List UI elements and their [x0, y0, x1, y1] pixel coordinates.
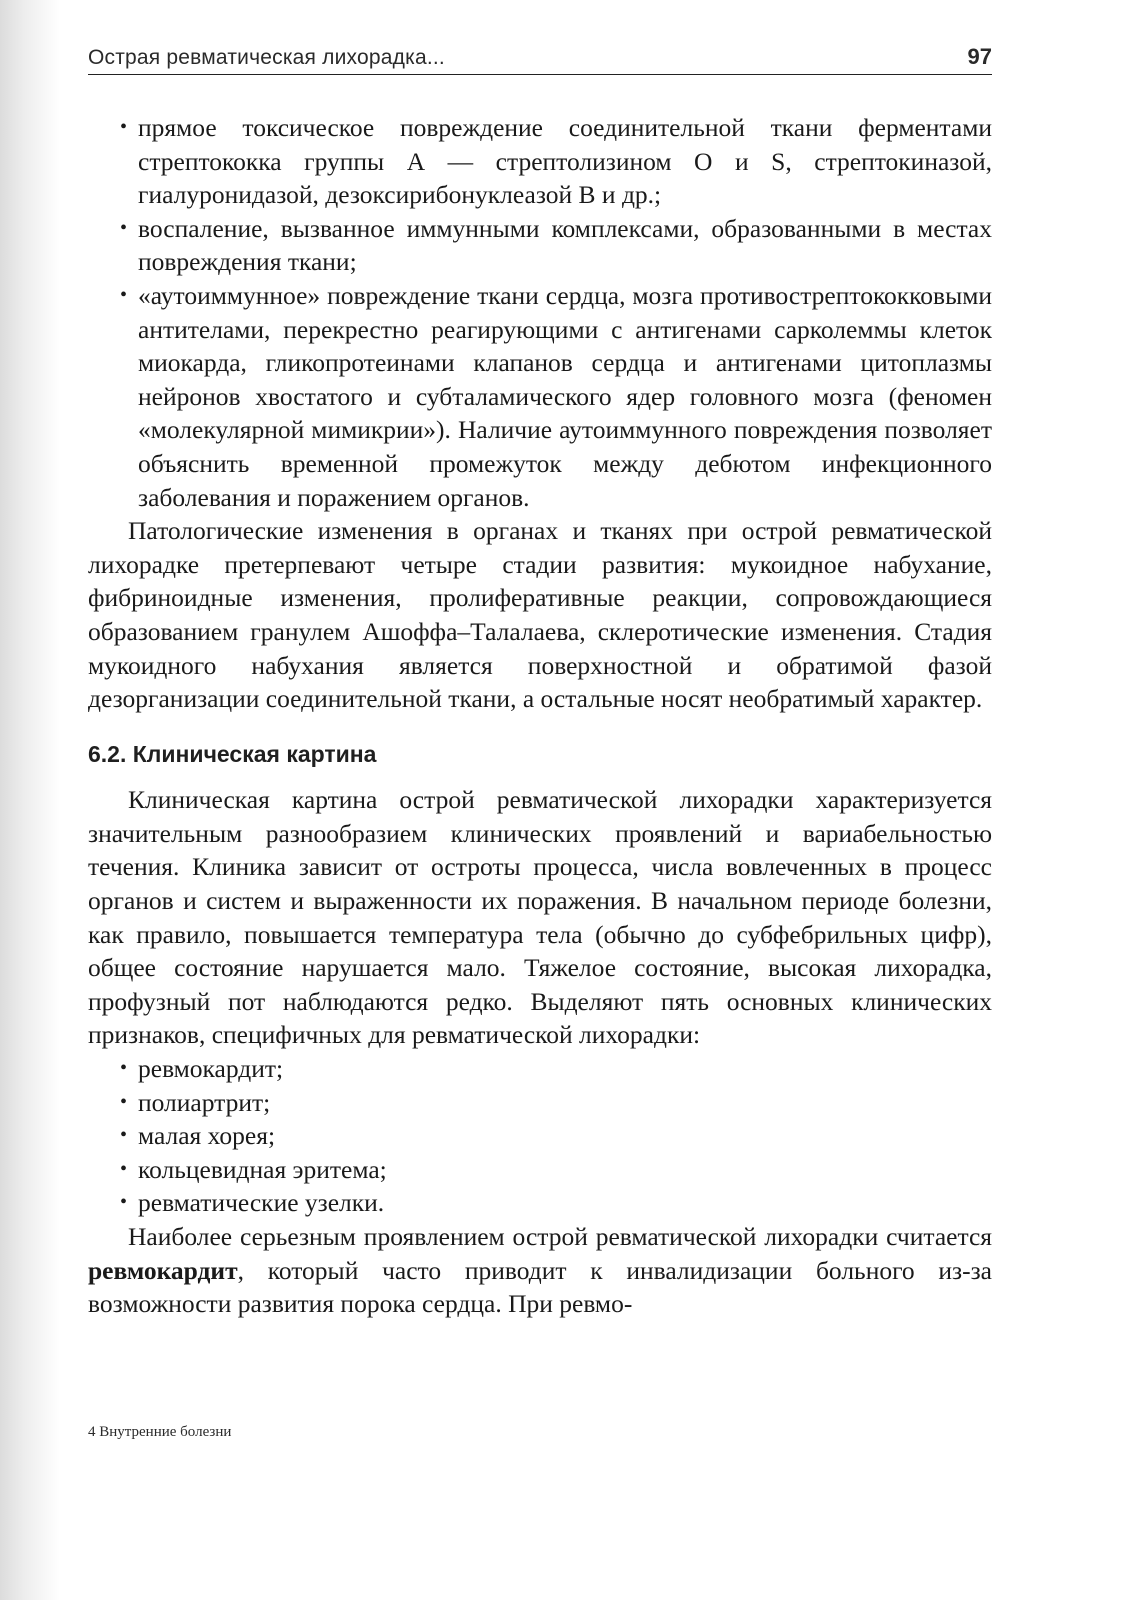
section-heading: 6.2. Клиническая картина [88, 740, 377, 767]
list-item: • ревматические узелки. [88, 1186, 992, 1220]
bold-term: ревмокардит [88, 1255, 238, 1285]
list-item: • воспаление, вызванное иммунными комплексами, образованными в местах повреждения ткани; [88, 212, 992, 279]
list-item: • ревмокардит; [88, 1052, 992, 1086]
paragraph-carditis [88, 1220, 992, 1321]
book-page [88, 44, 992, 1321]
mechanism-list [88, 111, 992, 514]
running-title: Острая ревматическая лихорадка... [88, 46, 445, 69]
paragraph-pathology: Патологические изменения в органах и тканях при острой ревматической лихорадке претерпевают четыре стадии развития: мукоидное набухание, фибриноидные изменения, пролиферативные реакции, сопровождающиеся образованием гранулем Ашоффа–Талалаева, склеротические изменения. Стадия мукоидного набухания является поверхностной и обратимой фазой дезорганизации соединительной ткани, а остальные носят необратимый характер. [88, 516, 992, 714]
page-body [88, 111, 992, 1321]
list-item: • прямое токсическое повреждение соединительной ткани ферментами стрептококка группы А — стрептолизином О и S, стрептокиназой, гиалуронидазой, дезоксирибонуклеазой В и др.; [88, 111, 992, 212]
clinical-signs-list [88, 1052, 992, 1220]
page-number: 97 [967, 44, 992, 69]
paragraph-text: , который часто приводит к инвалидизации больного из-за возможности развития порока сердца. При ревмо- [88, 1255, 992, 1319]
list-item: • «аутоиммунное» повреждение ткани сердца, мозга противострептококковыми антителами, перекрестно реагирующими с антигенами сарколеммы клеток миокарда, гликопротеинами клапанов сердца и антигенами цитоплазмы нейронов хвостатого и субталамического ядер головного мозга (феномен «молекулярной мимикрии»). Наличие аутоиммунного повреждения позволяет объяснить временной промежуток между дебютом инфекционного заболевания и поражением органов. [88, 279, 992, 514]
printer-signature: 4 Внутренние болезни [88, 1424, 232, 1440]
list-item: • полиартрит; [88, 1086, 992, 1120]
paragraph-clinical: Клиническая картина острой ревматической лихорадки характеризуется значительным разнообразием клинических проявлений и вариабельностью течения. Клиника зависит от остроты процесса, числа вовлеченных в процесс органов и систем и выраженности их поражения. В начальном периоде болезни, как правило, повышается температура тела (обычно до субфебрильных цифр), общее состояние нарушается мало. Тяжелое состояние, высокая лихорадка, профузный пот наблюдаются редко. Выделяют пять основных клинических признаков, специфичных для ревматической лихорадки: [88, 785, 992, 1050]
running-header [88, 44, 992, 75]
paragraph-text: Наиболее серьезным проявлением острой ревматической лихорадки считается [128, 1222, 992, 1251]
list-item: • малая хорея; [88, 1119, 992, 1153]
list-item: • кольцевидная эритема; [88, 1153, 992, 1187]
page-edge-shadow [0, 0, 60, 1600]
